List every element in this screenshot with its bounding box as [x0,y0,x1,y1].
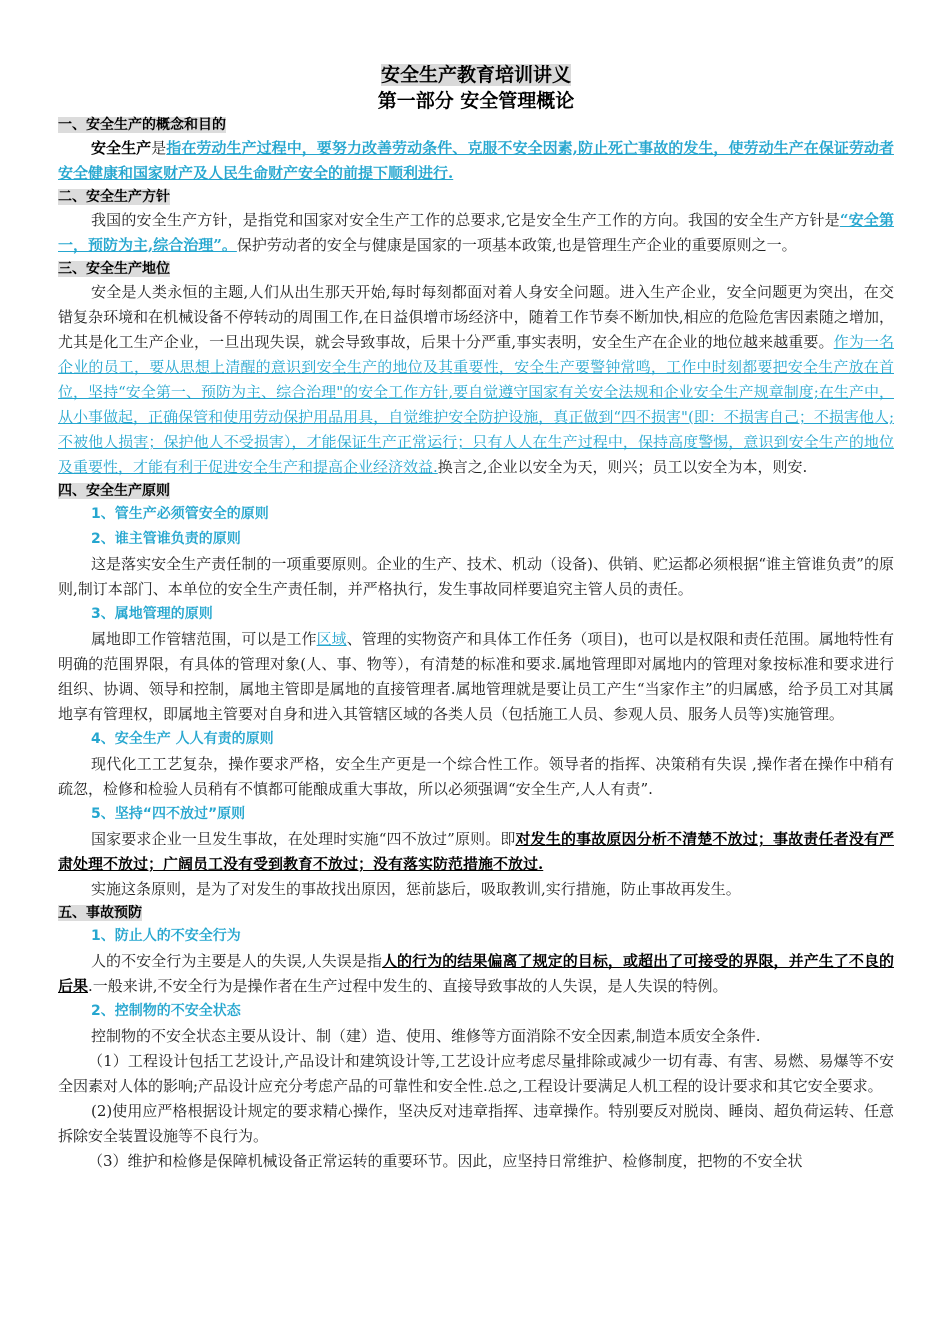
prevention-2-heading: 2、控制物的不安全状态 [91,1003,241,1019]
document-page [58,62,894,1174]
principle-5-heading: 5、坚持“四不放过”原则 [91,806,246,822]
principle-2-heading: 2、谁主管谁负责的原则 [91,531,241,547]
prevention-2-paragraph: 控制物的不安全状态主要从设计、制（建）造、使用、维修等方面消除不安全因素,制造本质安全条件. [91,1027,761,1045]
usage-item: (2)使用应严格根据设计规定的要求精心操作，坚决反对违章指挥、违章操作。特别要反对脱岗、睡岗、超负荷运转、任意拆除安全装置设施等不良行为。 [58,1102,894,1145]
maintenance-item: （3）维护和检修是保障机械设备正常运转的重要环节。因此，应坚持日常维护、检修制度，把物的不安全状 [88,1152,803,1170]
principle-5-paragraph: 国家要求企业一旦发生事故，在处理时实施“四不放过”原则。即对发生的事故原因分析不清楚不放过；事故责任者没有严肃处理不放过；广阔员工没有受到教育不放过；没有落实防范措施不放过. [58,830,894,873]
section-2-paragraph: 我国的安全生产方针，是指党和国家对安全生产工作的总要求,它是安全生产工作的方向。我国的安全生产方针是“安全第一，预防为主,综合治理”。保护劳动者的安全与健康是国家的一项基本政策,也是管理生产企业的重要原则之一。 [58,211,894,254]
section-heading-2: 二、安全生产方针 [58,189,170,205]
principle-4-paragraph: 现代化工工艺复杂，操作要求严格，安全生产更是一个综合性工作。领导者的指挥、决策稍有失误 ,操作者在操作中稍有疏忽，检修和检验人员稍有不慎都可能酿成重大事故，所以必须强调“安全生产,人人有责”. [58,755,894,798]
principle-1-heading: 1、管生产必须管安全的原则 [91,506,269,522]
section-heading-4: 四、安全生产原则 [58,483,170,499]
section-heading-3: 三、安全生产地位 [58,261,170,277]
area-link[interactable]: 区域 [316,630,347,648]
principle-2-paragraph: 这是落实安全生产责任制的一项重要原则。企业的生产、技术、机动（设备)、供销、贮运都必须根据“谁主管谁负责”的原则,制订本部门、本单位的安全生产责任制，并严格执行，发生事故同样要追究主管人员的责任。 [58,555,894,598]
employee-duty-link[interactable]: 作为一名企业的员工，要从思想上清醒的意识到安全生产的地位及其重要性，安全生产要警钟常鸣，工作中时刻都要把安全生产放在首位，坚持“安全第一、预防为主、综合治理"的安全工作方针,要自觉遵守国家有关安全法规和企业安全生产规章制度;在生产中，从小事做起，正确保管和使用劳动保护用品用具，自觉维护安全防护设施，真正做到“四不损害"(即：不损害自己；不损害他人;不被他人损害；保护他人不受损害），才能保证生产正常运行；只有人人在生产过程中，保持高度警惕，意识到安全生产的地位及重要性，才能有利于促进安全生产和提高企业经济效益. [58,333,894,476]
policy-link[interactable]: “安全第一，预防为主,综合治理”。 [58,211,894,254]
document-title: 安全生产教育培训讲义 [380,64,571,86]
principle-5-paragraph-2: 实施这条原则，是为了对发生的事故找出原因，惩前毖后，吸取教训,实行措施，防止事故再发生。 [91,880,741,898]
prevention-1-heading: 1、防止人的不安全行为 [91,928,241,944]
section-heading-1: 一、安全生产的概念和目的 [58,117,226,133]
prevention-1-paragraph: 人的不安全行为主要是人的失误,人失误是指人的行为的结果偏离了规定的目标，或超出了可接受的界限，并产生了不良的后果.一般来讲,不安全行为是操作者在生产过程中发生的、直接导致事故的人失误，是人失误的特例。 [58,952,894,995]
section-heading-5: 五、事故预防 [58,905,142,921]
definition-link[interactable]: 指在劳动生产过程中，要努力改善劳动条件、克服不安全因素,防止死亡事故的发生，使劳动生产在保证劳动者安全健康和国家财产及人民生命财产安全的前提下顺利进行. [58,139,894,182]
design-item: （1）工程设计包括工艺设计,产品设计和建筑设计等,工艺设计应考虑尽量排除或减少一切有毒、有害、易燃、易爆等不安全因素对人体的影响;产品设计应充分考虑产品的可靠性和安全性.总之,工程设计要满足人机工程的设计要求和其它安全要求。 [58,1052,894,1095]
document-subtitle: 第一部分 安全管理概论 [377,90,575,112]
principle-4-heading: 4、安全生产 人人有责的原则 [91,731,274,747]
principle-3-heading: 3、属地管理的原则 [91,606,213,622]
principle-3-paragraph: 属地即工作管辖范围，可以是工作区域、管理的实物资产和具体工作任务（项目)，也可以是权限和责任范围。属地特性有明确的范围界限，有具体的管理对象(人、事、物等），有清楚的标准和要求.属地管理即对属地内的管理对象按标准和要求进行组织、协调、领导和控制，属地主管即是属地的直接管理者.属地管理就是要让员工产生“当家作主”的归属感，给予员工对其属地享有管理权，即属地主管要对自身和进入其管辖区域的各类人员（包括施工人员、参观人员、服务人员等)实施管理。 [58,630,894,723]
section-1-paragraph: 安全生产是指在劳动生产过程中，要努力改善劳动条件、克服不安全因素,防止死亡事故的发生，使劳动生产在保证劳动者安全健康和国家财产及人民生命财产安全的前提下顺利进行. [58,139,894,182]
section-3-paragraph: 安全是人类永恒的主题,人们从出生那天开始,每时每刻都面对着人身安全问题。进入生产企业，安全问题更为突出，在交错复杂环境和在机械设备不停转动的周围工作,在日益俱增市场经济中，随着工作节奏不断加快,相应的危险危害因素随之增加，尤其是化工生产企业，一旦出现失误，就会导致事故，后果十分严重,事实表明，安全生产在企业的地位越来越重要。作为一名企业的员工，要从思想上清醒的意识到安全生产的地位及其重要性，安全生产要警钟常鸣，工作中时刻都要把安全生产放在首位，坚持“安全第一、预防为主、综合治理"的安全工作方针,要自觉遵守国家有关安全法规和企业安全生产规章制度;在生产中，从小事做起，正确保管和使用劳动保护用品用具，自觉维护安全防护设施，真正做到“四不损害"(即：不损害自己；不损害他人;不被他人损害；保护他人不受损害），才能保证生产正常运行；只有人人在生产过程中，保持高度警惕，意识到安全生产的地位及重要性，才能有利于促进安全生产和提高企业经济效益.换言之,企业以安全为天，则兴；员工以安全为本，则安. [58,283,894,476]
